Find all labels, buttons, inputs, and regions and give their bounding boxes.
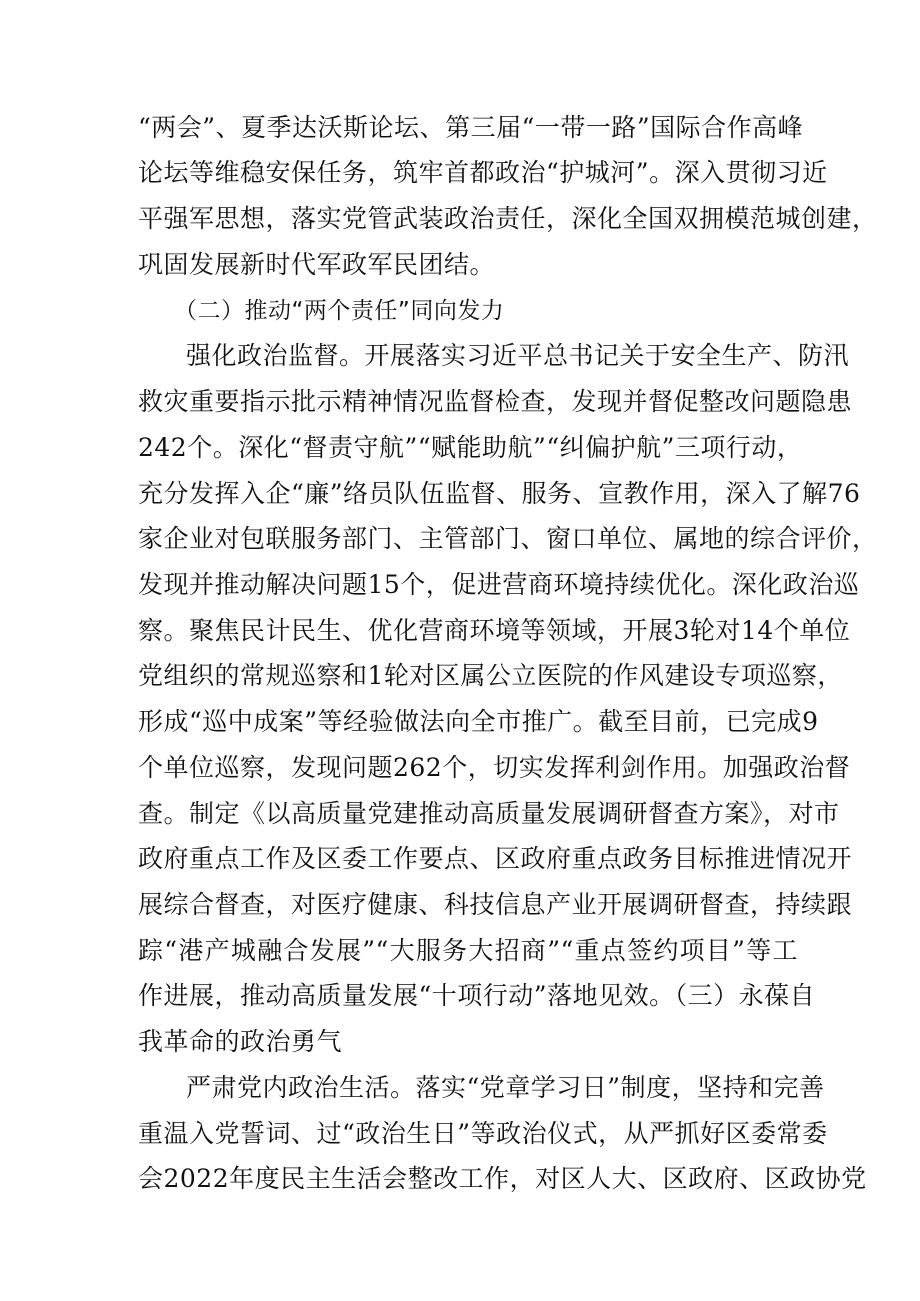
- text-line: 展综合督查，对医疗健康、科技信息产业开展调研督查，持续跟: [138, 890, 853, 919]
- text-line: 作进展，推动高质量发展“十项行动”落地见效。（三）永葆自: [138, 981, 816, 1010]
- text-line: 救灾重要指示批示精神情况监督检查，发现并督促整改问题隐患: [138, 387, 853, 416]
- text-line: 重温入党誓词、过“政治生日”等政治仪式，从严抓好区委常委: [138, 1119, 828, 1148]
- text-line: 家企业对包联服务部门、主管部门、窗口单位、属地的综合评价，: [138, 524, 878, 553]
- text-line: 会2022年度民主生活会整改工作，对区人大、区政府、区政协党: [138, 1164, 867, 1193]
- text-line: 充分发挥入企“廉”络员队伍监督、服务、宣教作用，深入了解76: [138, 479, 861, 508]
- text-line: 严肃党内政治生活。落实“党章学习日”制度，坚持和完善: [186, 1073, 825, 1102]
- text-line: 我革命的政治勇气: [138, 1027, 343, 1056]
- text-line: 个单位巡察，发现问题262个，切实发挥利剑作用。加强政治督: [138, 753, 851, 782]
- text-line: 形成“巡中成案”等经验做法向全市推广。截至目前，已完成9: [138, 707, 819, 736]
- text-line: 强化政治监督。开展落实习近平总书记关于安全生产、防汛: [186, 341, 850, 370]
- text-line: 查。制定《以高质量党建推动高质量发展调研督查方案》，对市: [138, 799, 840, 828]
- text-line: 察。聚焦民计民生、优化营商环境等领域，开展3轮对14个单位: [138, 616, 851, 645]
- text-line: 党组织的常规巡察和1轮对区属公立医院的作风建设专项巡察，: [138, 661, 843, 690]
- text-line: 平强军思想，落实党管武装政治责任，深化全国双拥模范城创建，: [138, 204, 878, 233]
- text-line: “两会”、夏季达沃斯论坛、第三届“一带一路”国际合作高峰: [138, 113, 804, 142]
- text-line: 发现并推动解决问题15个，促进营商环境持续优化。深化政治巡: [138, 570, 860, 599]
- text-line: 巩固发展新时代军政军民团结。: [138, 250, 496, 279]
- text-line: 242个。深化“督责守航”“赋能助航”“纠偏护航”三项行动，: [138, 433, 803, 462]
- section-heading: （二）推动“两个责任”同向发力: [174, 298, 505, 324]
- text-line: 论坛等维稳安保任务，筑牢首都政治“护城河”。深入贯彻习近: [138, 158, 828, 187]
- text-line: 政府重点工作及区委工作要点、区政府重点政务目标推进情况开: [138, 844, 853, 873]
- text-line: 踪“港产城融合发展”“大服务大招商”“重点签约项目”等工: [138, 936, 798, 965]
